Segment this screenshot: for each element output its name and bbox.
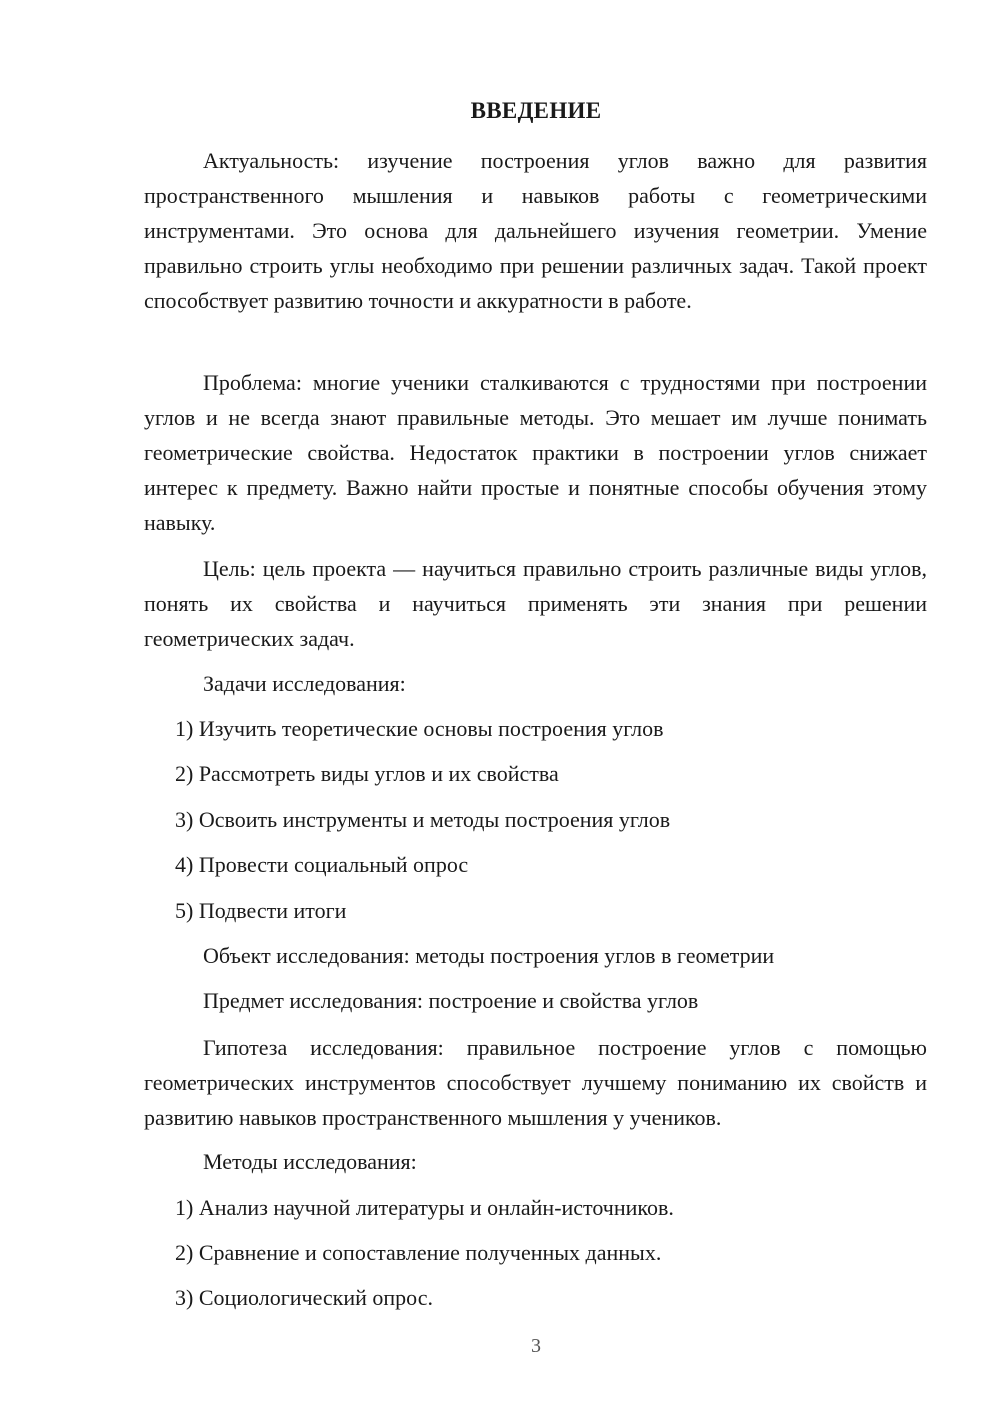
research-object: Объект исследования: методы построения углов в геометрии (203, 943, 775, 968)
relevance-paragraph: Актуальность: изучение построения углов важно для развития пространственного мышления и навыков работы с геометрическими инструментами. Это основа для дальнейшего изучения геометрии. Умение правильно строить углы необходимо при решении различных задач. Такой проект способствует развитию точности и аккуратности в работе. (144, 148, 927, 313)
problem-paragraph: Проблема: многие ученики сталкиваются с трудностями при построении углов и не всегда знают правильные методы. Это мешает им лучше понимать геометрические свойства. Недостаток практики в построении углов снижает интерес к предмету. Важно найти простые и понятные способы обучения этому навыку. (144, 370, 927, 535)
method-item: 3) Социологический опрос. (175, 1285, 433, 1310)
tasks-heading: Задачи исследования: (203, 671, 406, 696)
methods-heading: Методы исследования: (203, 1149, 417, 1174)
hypothesis-paragraph: Гипотеза исследования: правильное построение углов с помощью геометрических инструментов способствует лучшему пониманию их свойств и развитию навыков пространственного мышления у учеников. (144, 1035, 927, 1130)
goal-paragraph: Цель: цель проекта — научиться правильно строить различные виды углов, понять их свойства и научиться применять эти знания при решении геометрических задач. (144, 556, 927, 651)
task-item: 1) Изучить теоретические основы построения углов (175, 716, 664, 741)
method-item: 1) Анализ научной литературы и онлайн-источников. (175, 1195, 674, 1220)
task-item: 3) Освоить инструменты и методы построения углов (175, 807, 671, 832)
task-item: 4) Провести социальный опрос (175, 852, 469, 877)
task-item: 2) Рассмотреть виды углов и их свойства (175, 761, 559, 786)
task-item: 5) Подвести итоги (175, 898, 347, 923)
method-item: 2) Сравнение и сопоставление полученных данных. (175, 1240, 662, 1265)
research-subject: Предмет исследования: построение и свойства углов (203, 988, 699, 1013)
page-title: ВВЕДЕНИЕ (470, 98, 602, 123)
page-number: 3 (531, 1335, 541, 1357)
